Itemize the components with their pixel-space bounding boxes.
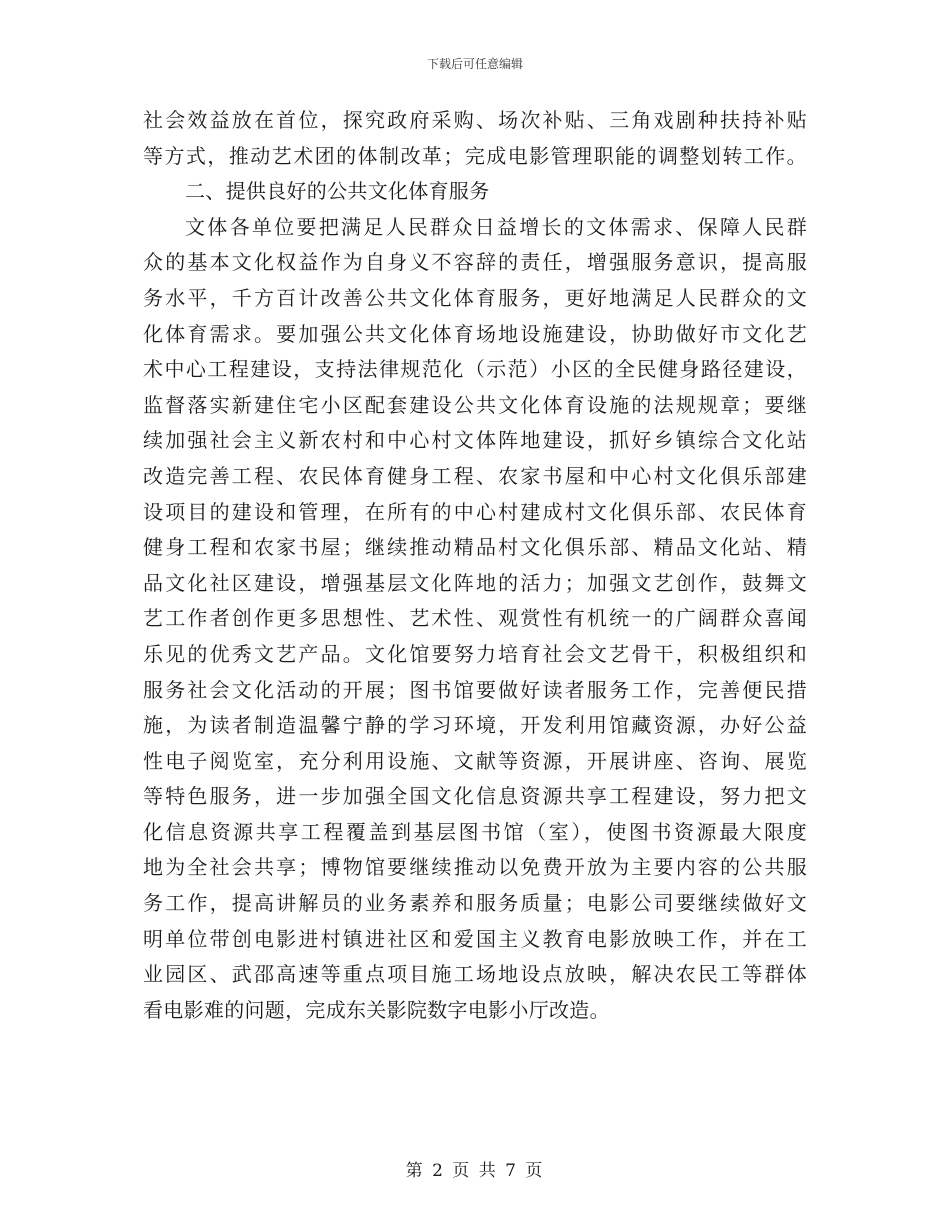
body-text-line: 众的基本文化权益作为自身义不容辞的责任，增强服务意识，提高服 — [143, 250, 807, 275]
page-number: 第 2 页 共 7 页 — [405, 1161, 545, 1181]
body-text-line: 续加强社会主义新农村和中心村文体阵地建设，抓好乡镇综合文化站 — [143, 428, 807, 453]
body-text-line: 品文化社区建设，增强基层文化阵地的活力；加强文艺创作，鼓舞文 — [143, 570, 807, 595]
body-text-line: 业园区、武邵高速等重点项目施工场地设点放映，解决农民工等群体 — [143, 962, 807, 987]
body-text-line: 健身工程和农家书屋；继续推动精品村文化俱乐部、精品文化站、精 — [143, 535, 807, 560]
body-text-line: 文体各单位要把满足人民群众日益增长的文体需求、保障人民群 — [185, 214, 807, 239]
body-text-line: 明单位带创电影进村镇进社区和爱国主义教育电影放映工作，并在工 — [143, 926, 807, 951]
body-text-line: 乐见的优秀文艺产品。文化馆要努力培育社会文艺骨干，积极组织和 — [143, 641, 807, 666]
document-body — [143, 103, 807, 1028]
body-text-line: 二、提供良好的公共文化体育服务 — [185, 179, 490, 204]
body-text-line: 性电子阅览室，充分利用设施、文献等资源，开展讲座、咨询、展览 — [143, 748, 807, 773]
body-text-line: 等方式，推动艺术团的体制改革；完成电影管理职能的调整划转工作。 — [143, 143, 807, 168]
body-text-line: 改造完善工程、农民体育健身工程、农家书屋和中心村文化俱乐部建 — [143, 463, 807, 488]
body-text-line: 社会效益放在首位，探究政府采购、场次补贴、三角戏剧种扶持补贴 — [143, 108, 807, 132]
body-text-line: 务工作，提高讲解员的业务素养和服务质量；电影公司要继续做好文 — [143, 891, 807, 916]
body-text-line: 术中心工程建设，支持法律规范化（示范）小区的全民健身路径建设， — [143, 357, 807, 382]
body-text-line: 化信息资源共享工程覆盖到基层图书馆（室），使图书资源最大限度 — [143, 819, 807, 844]
body-text-line: 施，为读者制造温馨宁静的学习环境，开发利用馆藏资源，办好公益 — [143, 713, 807, 738]
body-text-line: 监督落实新建住宅小区配套建设公共文化体育设施的法规规章；要继 — [143, 392, 807, 417]
body-text-line: 艺工作者创作更多思想性、艺术性、观赏性有机统一的广阔群众喜闻 — [143, 606, 807, 631]
page-header-note: 下载后可任意编辑 — [426, 57, 523, 71]
body-text-line: 务水平，千方百计改善公共文化体育服务，更好地满足人民群众的文 — [143, 285, 807, 310]
body-text-line: 看电影难的问题，完成东关影院数字电影小厅改造。 — [143, 997, 610, 1022]
body-text-line: 化体育需求。要加强公共文化体育场地设施建设，协助做好市文化艺 — [143, 321, 807, 346]
body-text-line: 服务社会文化活动的开展；图书馆要做好读者服务工作，完善便民措 — [143, 677, 807, 702]
body-text-line: 等特色服务，进一步加强全国文化信息资源共享工程建设，努力把文 — [143, 784, 807, 809]
body-text-line: 地为全社会共享；博物馆要继续推动以免费开放为主要内容的公共服 — [143, 855, 807, 880]
body-text-line: 设项目的建设和管理，在所有的中心村建成村文化俱乐部、农民体育 — [143, 499, 807, 524]
